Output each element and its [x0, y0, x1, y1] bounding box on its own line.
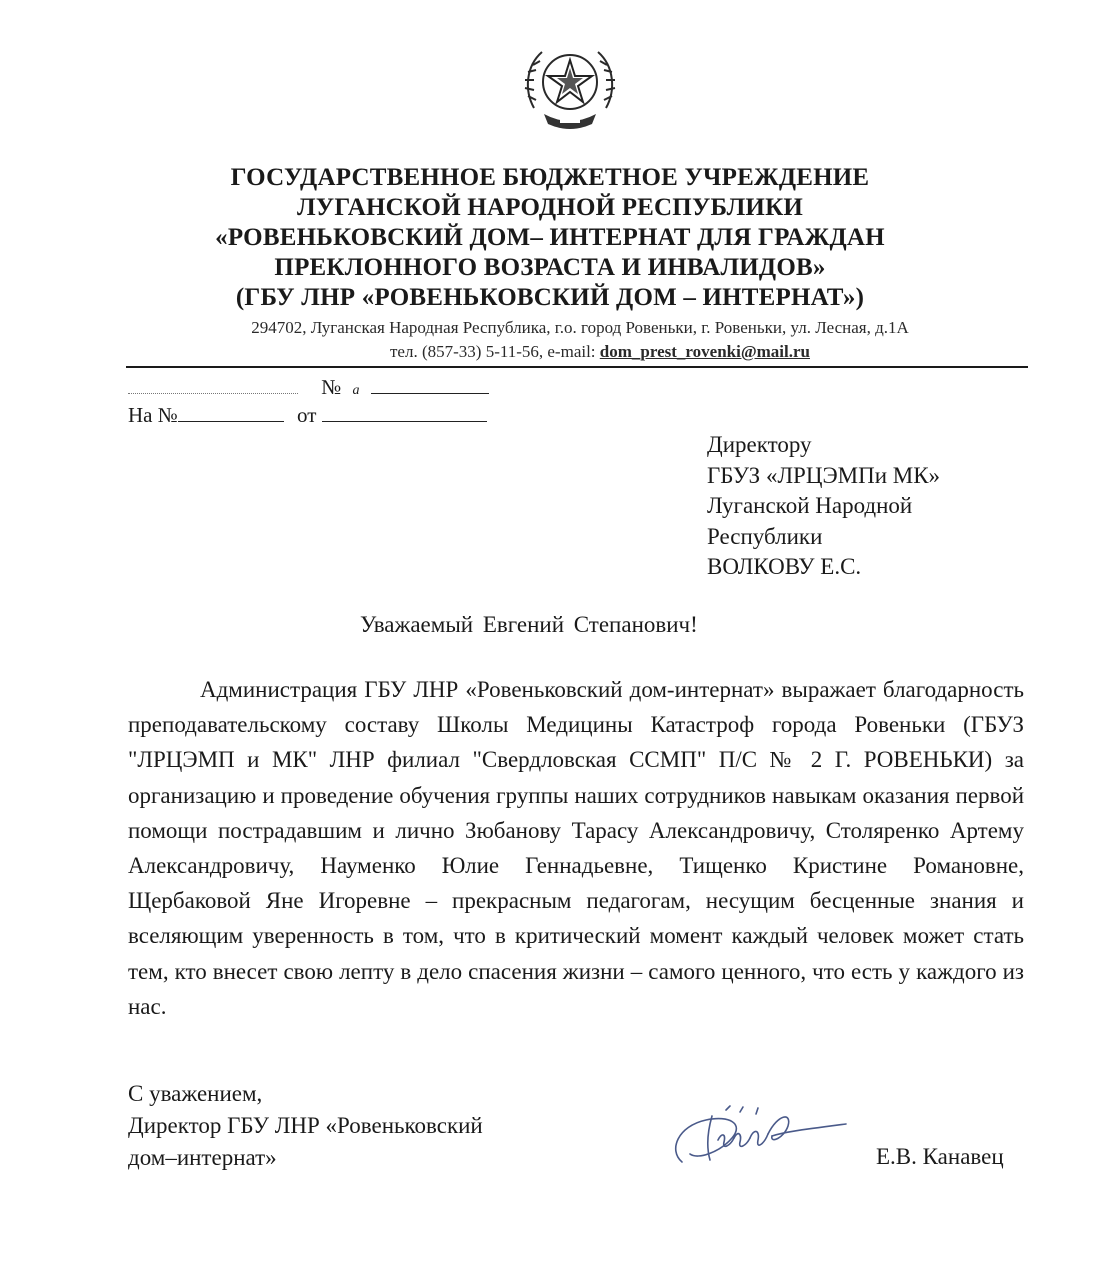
in-reply-blank [178, 403, 284, 422]
state-emblem-icon [514, 30, 626, 142]
addressee-line-5: ВОЛКОВУ Е.С. [707, 554, 862, 579]
greeting: Уважаемый Евгений Степанович! [360, 612, 698, 637]
org-title-line-4: ПРЕКЛОННОГО ВОЗРАСТА И ИНВАЛИДОВ» [274, 254, 826, 281]
addressee-line-4: Республики [707, 523, 823, 549]
signer-name: Е.В. Канавец [876, 1144, 1004, 1169]
organization-address [120, 316, 1040, 364]
email-link[interactable]: dom_prest_rovenki@mail.ru [599, 342, 810, 361]
letter-body: Администрация ГБУ ЛНР «Ровеньковский дом-интернат» выражает благодарность преподавательскому составу Школы Медицины Катастроф города Ровеньки (ГБУЗ "ЛРЦЭМП и МК" ЛНР филиал "Свердловская ССМП" П/С № 2 Г. РОВЕНЬКИ) за организацию и проведение обучения группы наших сотрудников навыкам оказания первой помощи пострадавшим и лично Зюбанову Тарасу Александровичу, Столяренко Артему Александровичу, Науменко Юлие Геннадьевне, Тищенко Кристине Романовне, Щербаковой Яне Игоревне – прекрасным педагогам, несущим бесценные знания и вселяющим уверенность в том, что в критический момент каждый человек может стать тем, кто внесет свою лепту в дело спасения жизни – самого ценного, что есть у каждого из нас. [128, 677, 1024, 1019]
contacts-line [120, 340, 1040, 364]
header-divider [126, 366, 1028, 368]
date-blank [128, 375, 298, 394]
address-line: 294702, Луганская Народная Республика, г.о. город Ровеньки, г. Ровеньки, ул. Лесная, д.1А [251, 318, 909, 337]
addressee-block [707, 430, 940, 583]
addressee-line-2: ГБУЗ «ЛРЦЭМПи МК» [707, 462, 941, 488]
in-reply-line [128, 402, 487, 428]
number-handwritten-value: а [352, 383, 360, 398]
number-blank [371, 375, 489, 394]
closing-block [128, 1078, 483, 1174]
addressee-line-1: Директору [707, 432, 812, 457]
signature-icon [660, 1100, 850, 1180]
org-title-line-2: ЛУГАНСКОЙ НАРОДНОЙ РЕСПУБЛИКИ [296, 194, 804, 221]
phone-text: тел. (857-33) 5-11-56, e-mail: [390, 342, 596, 361]
closing-line-3: дом–интернат» [128, 1145, 277, 1170]
in-reply-label: На № [128, 403, 178, 427]
from-date-blank [322, 403, 487, 422]
from-label: от [297, 403, 317, 427]
addressee-line-3: Луганской Народной [707, 493, 913, 518]
org-title-line-5: (ГБУ ЛНР «РОВЕНЬКОВСКИЙ ДОМ – ИНТЕРНАТ») [235, 284, 865, 311]
org-title-line-1: ГОСУДАРСТВЕННОЕ БЮДЖЕТНОЕ УЧРЕЖДЕНИЕ [230, 164, 870, 191]
number-label: № [321, 375, 342, 399]
closing-line-1: С уважением, [128, 1081, 263, 1106]
org-title-line-3: «РОВЕНЬКОВСКИЙ ДОМ– ИНТЕРНАТ ДЛЯ ГРАЖДАН [215, 224, 885, 251]
closing-line-2: Директор ГБУ ЛНР «Ровеньковский [128, 1113, 483, 1138]
outgoing-number-line [128, 374, 489, 404]
organization-title [120, 163, 980, 313]
